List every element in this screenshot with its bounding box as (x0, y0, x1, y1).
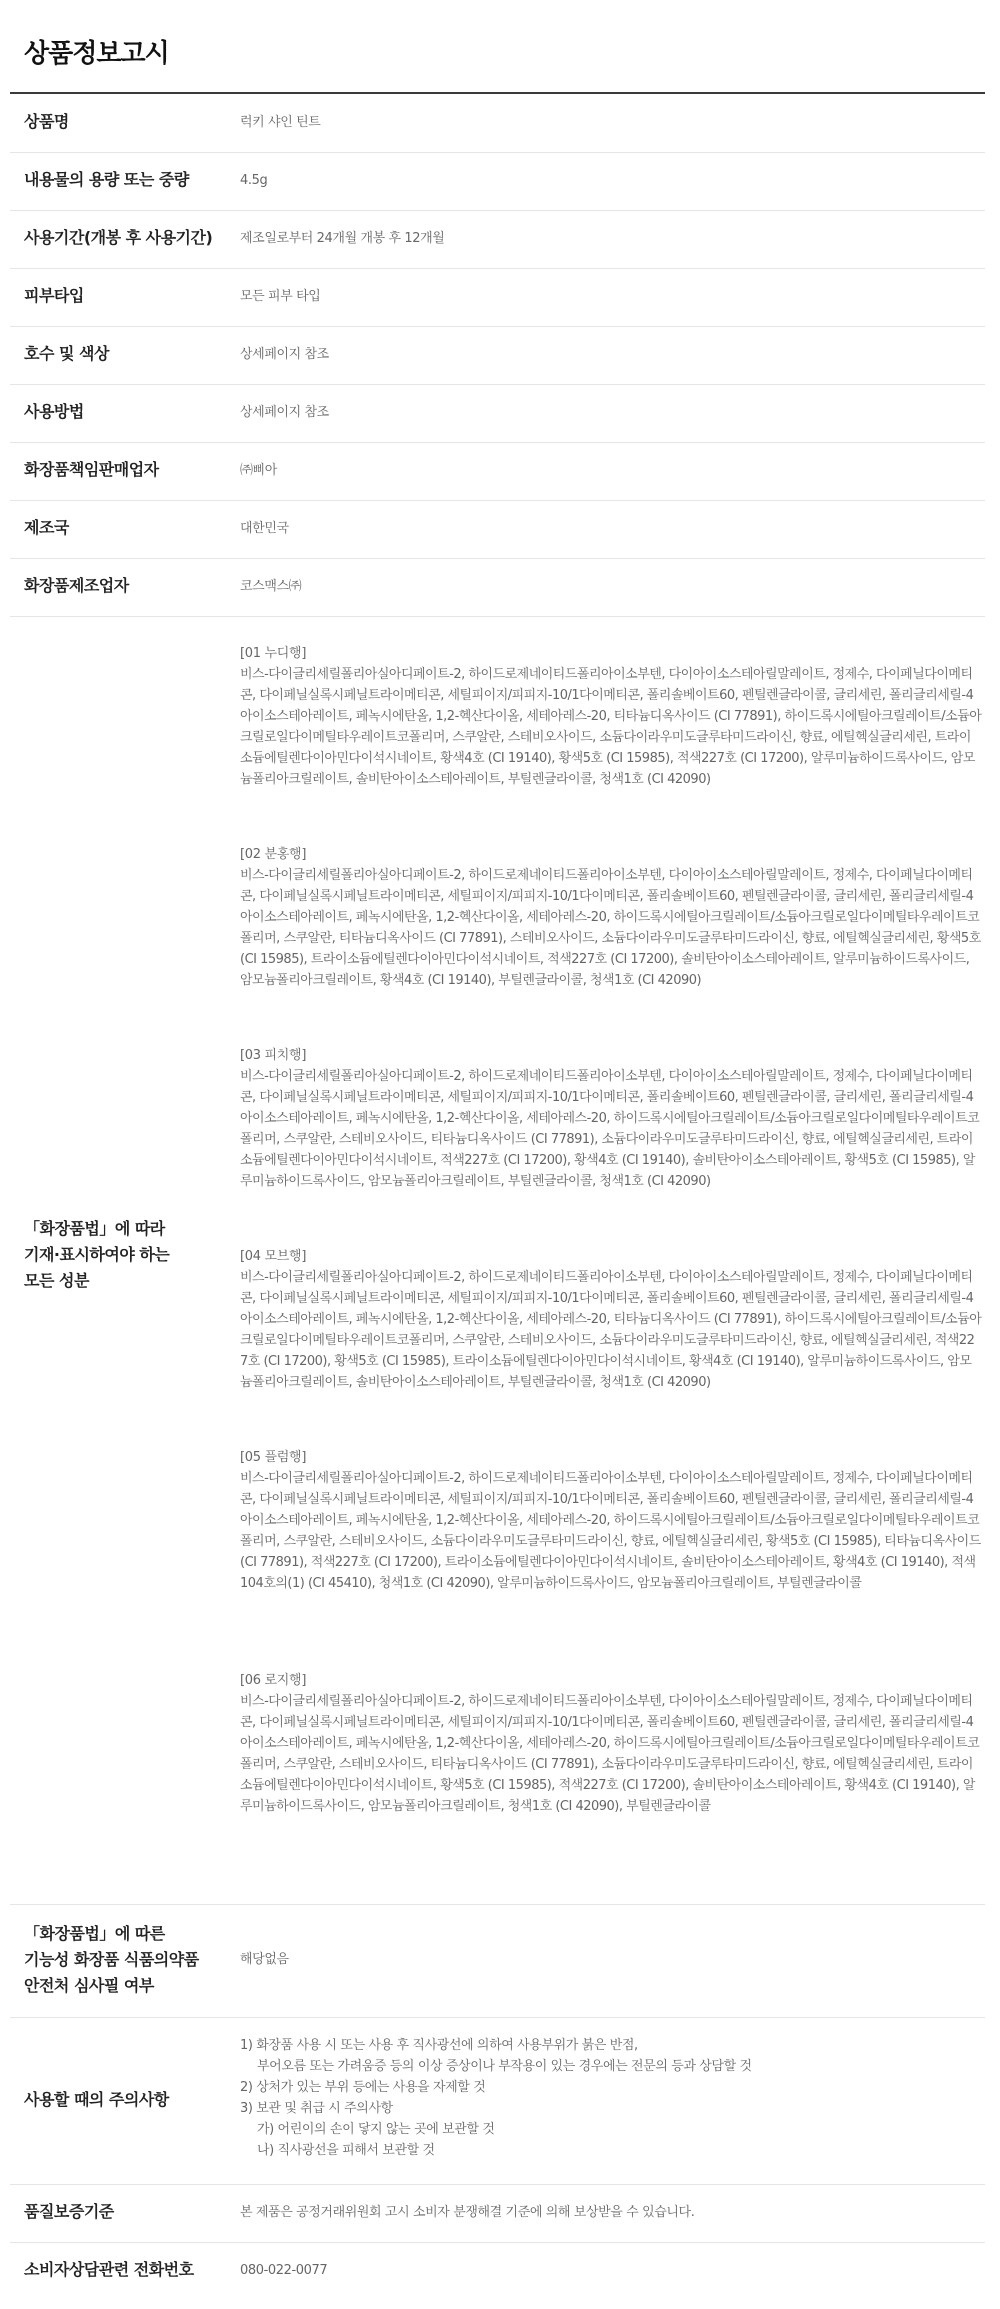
info-row-usage (10, 384, 985, 443)
phone-label: 소비자상담관련 전화번호 (24, 2260, 194, 2279)
ingredient-shade-name: [04 모브행] (240, 1249, 307, 1264)
row-label: 사용기간(개봉 후 사용기간) (24, 228, 213, 247)
ingredient-shade-name: [05 플럼행] (240, 1450, 307, 1465)
info-row-quality (10, 2184, 985, 2243)
info-row-manufacturer (10, 558, 985, 617)
caution-line: 나) 직사광선을 피해서 보관할 것 (257, 2143, 435, 2158)
ingredient-list: 비스-다이글리세릴폴리아실아디페이트-2, 하이드로제네이티드폴리아이소부텐, 다이아이소스테아릴말레이트, 정제수, 다이페닐다이메티콘, 다이페닐실록시페닐트라이메티콘, 세틸피이지/피피지-10/1다이메티콘, 폴리솔베이트60, 펜틸렌글라이콜, 글리세린, 폴리글리세릴-4아이소스테아레이트, 페녹시에탄올, 1,2-헥산다이올, 세테아레스-20, 티타늄디옥사이드 (CI 77891), 하이드록시에틸아크릴레이트/소듐아크릴로일다이메틸타우레이트코폴리머, 스쿠알란, 스테비오사이드, 소듐다이라우미도글루타미드라이신, 향료, 에틸헥실글리세린, 트라이소듐에틸렌다이아민다이석시네이트, 황색4호 (CI 19140), 황색5호 (CI 15985), 적색227호 (CI 17200), 알루미늄하이드록사이드, 암모늄폴리아크릴레이트, 솔비탄아이소스테아레이트, 부틸렌글라이콜, 청색1호 (CI 42090) (240, 667, 982, 787)
phone-value: 080-022-0077 (240, 2263, 328, 2278)
caution-line: 2) 상처가 있는 부위 등에는 사용을 자제할 것 (240, 2080, 486, 2095)
ingredient-group-rosy (240, 1670, 982, 1817)
info-row-product-name (10, 94, 985, 153)
quality-value: 본 제품은 공정거래위원회 고시 소비자 분쟁해결 기준에 의해 보상받을 수 있습니다. (240, 2205, 695, 2220)
row-value: ㈜삐아 (240, 463, 277, 478)
row-value: 상세페이지 참조 (240, 347, 329, 362)
info-row-seller (10, 442, 985, 501)
row-label: 화장품제조업자 (24, 576, 129, 595)
row-value: 상세페이지 참조 (240, 405, 329, 420)
row-value: 4.5g (240, 173, 268, 188)
row-value: 대한민국 (240, 521, 289, 536)
info-row-cautions (10, 2017, 985, 2185)
row-label: 상품명 (24, 112, 69, 131)
row-value: 럭키 샤인 틴트 (240, 115, 321, 130)
row-label: 내용물의 용량 또는 중량 (24, 170, 189, 189)
ingredient-group-pink (240, 844, 982, 991)
info-row-volume (10, 152, 985, 211)
ingredient-list: 비스-다이글리세릴폴리아실아디페이트-2, 하이드로제네이티드폴리아이소부텐, 다이아이소스테아릴말레이트, 정제수, 다이페닐다이메티콘, 다이페닐실록시페닐트라이메티콘, 세틸피이지/피피지-10/1다이메티콘, 폴리솔베이트60, 펜틸렌글라이콜, 글리세린, 폴리글리세릴-4아이소스테아레이트, 페녹시에탄올, 1,2-헥산다이올, 세테아레스-20, 하이드록시에틸아크릴레이트/소듐아크릴로일다이메틸타우레이트코폴리머, 스쿠알란, 스테비오사이드, 티타늄디옥사이드 (CI 77891), 소듐다이라우미도글루타미드라이신, 향료, 에틸헥실글리세린, 트라이소듐에틸렌다이아민다이석시네이트, 적색227호 (CI 17200), 황색4호 (CI 19140), 솔비탄아이소스테아레이트, 황색5호 (CI 15985), 알루미늄하이드록사이드, 암모늄폴리아크릴레이트, 부틸렌글라이콜, 청색1호 (CI 42090) (240, 1069, 980, 1189)
ingredient-shade-name: [06 로지행] (240, 1673, 307, 1688)
row-value: 모든 피부 타입 (240, 289, 321, 304)
ingredient-shade-name: [02 분홍행] (240, 847, 307, 862)
info-row-functional (10, 1904, 985, 2018)
ingredients-label: 「화장품법」에 따라 기재·표시하여야 하는 모든 성분 (24, 1219, 170, 1290)
caution-line: 부어오름 또는 가려움증 등의 이상 증상이나 부작용이 있는 경우에는 전문의 등과 상담할 것 (257, 2059, 752, 2074)
row-value: 제조일로부터 24개월 개봉 후 12개월 (240, 231, 445, 246)
ingredient-group-mauve (240, 1246, 982, 1393)
ingredient-group-plum (240, 1447, 982, 1594)
info-row-ingredients (10, 616, 985, 1905)
info-row-shade (10, 326, 985, 385)
ingredient-group-nudy (240, 643, 982, 790)
ingredient-list: 비스-다이글리세릴폴리아실아디페이트-2, 하이드로제네이티드폴리아이소부텐, 다이아이소스테아릴말레이트, 정제수, 다이페닐다이메티콘, 다이페닐실록시페닐트라이메티콘, 세틸피이지/피피지-10/1다이메티콘, 폴리솔베이트60, 펜틸렌글라이콜, 글리세린, 폴리글리세릴-4아이소스테아레이트, 페녹시에탄올, 1,2-헥산다이올, 세테아레스-20, 하이드록시에틸아크릴레이트/소듐아크릴로일다이메틸타우레이트코폴리머, 스쿠알란, 스테비오사이드, 소듐다이라우미도글루타미드라이신, 향료, 에틸헥실글리세린, 황색5호 (CI 15985), 티타늄디옥사이드 (CI 77891), 적색227호 (CI 17200), 트라이소듐에틸렌다이아민다이석시네이트, 솔비탄아이소스테아레이트, 황색4호 (CI 19140), 적색104호의(1) (CI 45410), 청색1호 (CI 42090), 알루미늄하이드록사이드, 암모늄폴리아크릴레이트, 부틸렌글라이콜 (240, 1471, 981, 1591)
page-title: 상품정보고시 (24, 39, 169, 69)
functional-value: 해당없음 (240, 1952, 289, 1967)
caution-line: 1) 화장품 사용 시 또는 사용 후 직사광선에 의하여 사용부위가 붉은 반점, (240, 2038, 638, 2053)
cautions-label: 사용할 때의 주의사항 (24, 2090, 169, 2109)
row-label: 피부타입 (24, 286, 84, 305)
ingredient-list: 비스-다이글리세릴폴리아실아디페이트-2, 하이드로제네이티드폴리아이소부텐, 다이아이소스테아릴말레이트, 정제수, 다이페닐다이메티콘, 다이페닐실록시페닐트라이메티콘, 세틸피이지/피피지-10/1다이메티콘, 폴리솔베이트60, 펜틸렌글라이콜, 글리세린, 폴리글리세릴-4아이소스테아레이트, 페녹시에탄올, 1,2-헥산다이올, 세테아레스-20, 하이드록시에틸아크릴레이트/소듐아크릴로일다이메틸타우레이트코폴리머, 스쿠알란, 티타늄디옥사이드 (CI 77891), 스테비오사이드, 소듐다이라우미도글루타미드라이신, 향료, 에틸헥실글리세린, 황색5호 (CI 15985), 트라이소듐에틸렌다이아민다이석시네이트, 적색227호 (CI 17200), 솔비탄아이소스테아레이트, 알루미늄하이드록사이드, 암모늄폴리아크릴레이트, 황색4호 (CI 19140), 부틸렌글라이콜, 청색1호 (CI 42090) (240, 868, 981, 988)
row-label: 호수 및 색상 (24, 344, 109, 363)
caution-line: 가) 어린이의 손이 닿지 않는 곳에 보관할 것 (257, 2122, 495, 2137)
caution-notes (240, 2035, 752, 2161)
caution-line: 3) 보관 및 취급 시 주의사항 (240, 2101, 393, 2116)
row-label: 화장품책임판매업자 (24, 460, 159, 479)
info-row-phone (10, 2242, 985, 2300)
quality-label: 품질보증기준 (24, 2202, 114, 2221)
info-row-country (10, 500, 985, 559)
ingredient-list: 비스-다이글리세릴폴리아실아디페이트-2, 하이드로제네이티드폴리아이소부텐, 다이아이소스테아릴말레이트, 정제수, 다이페닐다이메티콘, 다이페닐실록시페닐트라이메티콘, 세틸피이지/피피지-10/1다이메티콘, 폴리솔베이트60, 펜틸렌글라이콜, 글리세린, 폴리글리세릴-4아이소스테아레이트, 페녹시에탄올, 1,2-헥산다이올, 세테아레스-20, 하이드록시에틸아크릴레이트/소듐아크릴로일다이메틸타우레이트코폴리머, 스쿠알란, 스테비오사이드, 티타늄디옥사이드 (CI 77891), 소듐다이라우미도글루타미드라이신, 향료, 에틸헥실글리세린, 트라이소듐에틸렌다이아민다이석시네이트, 황색5호 (CI 15985), 적색227호 (CI 17200), 솔비탄아이소스테아레이트, 황색4호 (CI 19140), 알루미늄하이드록사이드, 암모늄폴리아크릴레이트, 청색1호 (CI 42090), 부틸렌글라이콜 (240, 1694, 980, 1814)
functional-label: 「화장품법」에 따른 기능성 화장품 식품의약품 안전처 심사필 여부 (24, 1924, 199, 1995)
ingredient-shade-name: [01 누디행] (240, 646, 307, 661)
ingredient-list: 비스-다이글리세릴폴리아실아디페이트-2, 하이드로제네이티드폴리아이소부텐, 다이아이소스테아릴말레이트, 정제수, 다이페닐다이메티콘, 다이페닐실록시페닐트라이메티콘, 세틸피이지/피피지-10/1다이메티콘, 폴리솔베이트60, 펜틸렌글라이콜, 글리세린, 폴리글리세릴-4아이소스테아레이트, 페녹시에탄올, 1,2-헥산다이올, 세테아레스-20, 티타늄디옥사이드 (CI 77891), 하이드록시에틸아크릴레이트/소듐아크릴로일다이메틸타우레이트코폴리머, 스쿠알란, 스테비오사이드, 소듐다이라우미도글루타미드라이신, 향료, 에틸헥실글리세린, 적색227호 (CI 17200), 황색5호 (CI 15985), 트라이소듐에틸렌다이아민다이석시네이트, 황색4호 (CI 19140), 알루미늄하이드록사이드, 암모늄폴리아크릴레이트, 솔비탄아이소스테아레이트, 부틸렌글라이콜, 청색1호 (CI 42090) (240, 1270, 982, 1390)
info-row-usage-period (10, 210, 985, 269)
ingredient-group-peach (240, 1045, 982, 1192)
row-label: 제조국 (24, 518, 69, 537)
row-label: 사용방법 (24, 402, 84, 421)
row-value: 코스맥스㈜ (240, 579, 302, 594)
info-row-skin-type (10, 268, 985, 327)
ingredient-shade-name: [03 피치행] (240, 1048, 307, 1063)
product-info-notice (10, 0, 985, 2309)
